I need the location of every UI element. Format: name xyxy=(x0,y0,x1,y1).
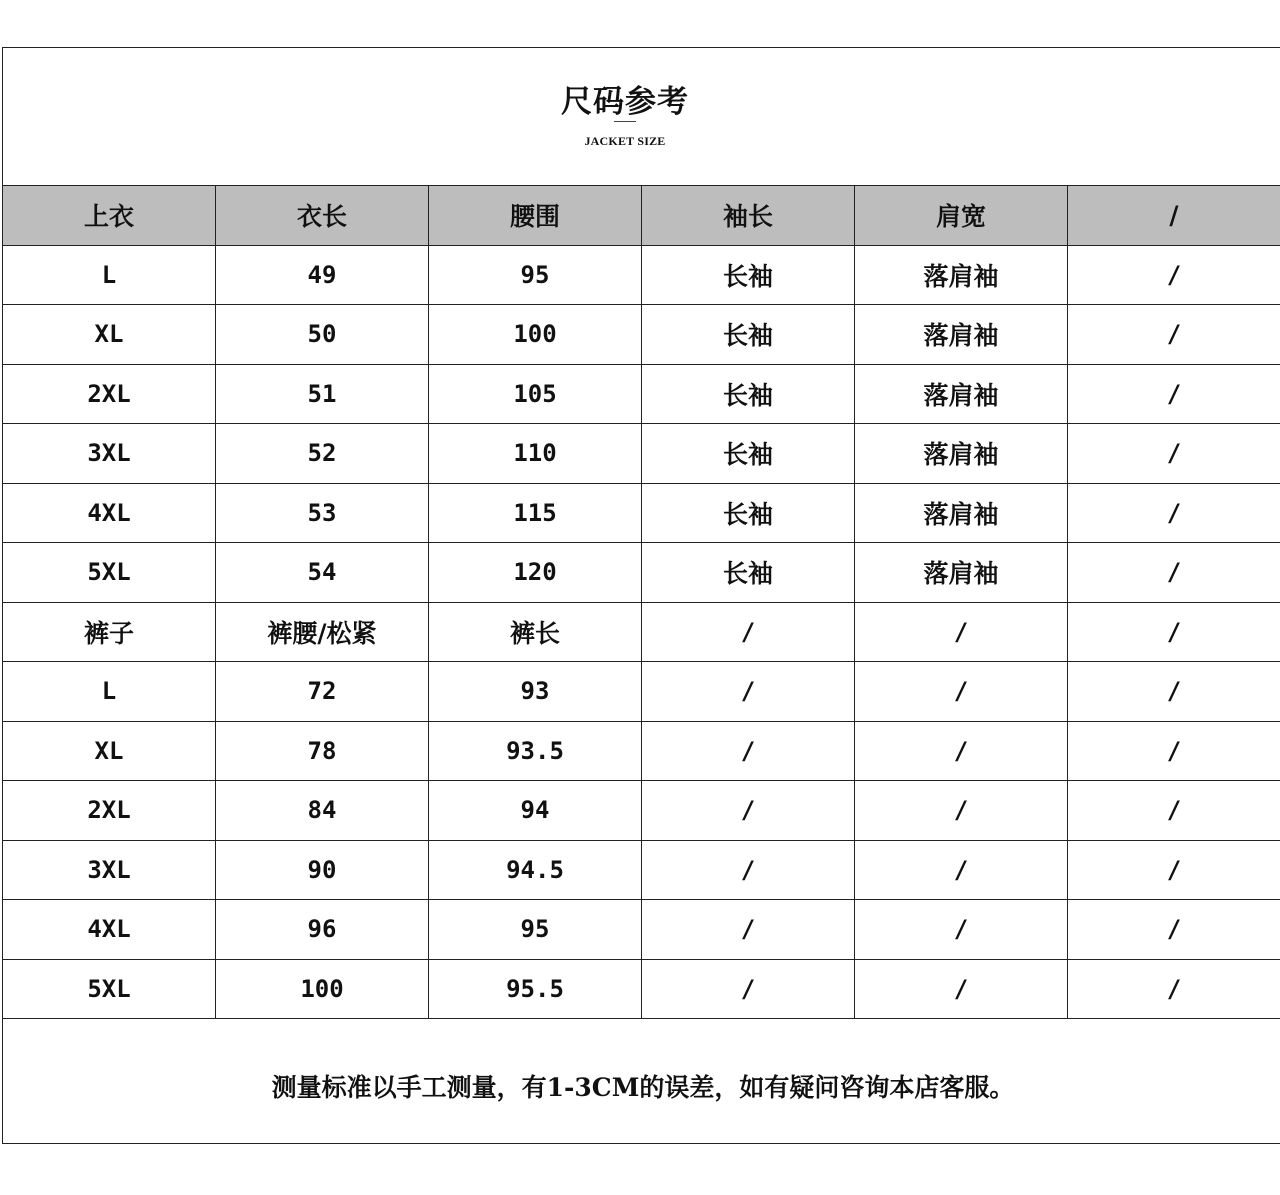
table-cell: 100 xyxy=(216,959,429,1019)
table-cell: / xyxy=(1068,781,1280,841)
table-cell: 110 xyxy=(429,424,642,484)
table-cell: 落肩袖 xyxy=(855,245,1068,305)
table-header-cell: 肩宽 xyxy=(855,186,1068,246)
table-cell: / xyxy=(1068,900,1280,960)
table-cell: 84 xyxy=(216,781,429,841)
table-cell: 长袖 xyxy=(642,424,855,484)
table-cell: / xyxy=(1068,483,1280,543)
table-cell: / xyxy=(855,900,1068,960)
table-cell: 长袖 xyxy=(642,543,855,603)
table-cell: / xyxy=(1068,424,1280,484)
table-row xyxy=(3,543,1280,603)
table-row xyxy=(3,424,1280,484)
table-cell: 51 xyxy=(216,364,429,424)
table-cell: / xyxy=(855,781,1068,841)
table-cell: 长袖 xyxy=(642,305,855,365)
table-row xyxy=(3,781,1280,841)
table-cell: / xyxy=(1068,840,1280,900)
table-cell: 长袖 xyxy=(642,364,855,424)
table-cell: 落肩袖 xyxy=(855,543,1068,603)
table-cell: 50 xyxy=(216,305,429,365)
table-header-row xyxy=(3,186,1280,246)
table-cell: / xyxy=(642,662,855,722)
table-cell: 94 xyxy=(429,781,642,841)
table-cell: / xyxy=(642,959,855,1019)
table-cell: / xyxy=(1068,305,1280,365)
table-header-cell: / xyxy=(1068,186,1280,246)
table-header-cell: 袖长 xyxy=(642,186,855,246)
table-cell: 长袖 xyxy=(642,245,855,305)
table-cell: 94.5 xyxy=(429,840,642,900)
table-cell: XL xyxy=(3,721,216,781)
table-row xyxy=(3,602,1280,662)
page-title: 尺码参考 xyxy=(561,84,689,120)
table-cell: 落肩袖 xyxy=(855,305,1068,365)
table-header-cell: 上衣 xyxy=(3,186,216,246)
table-cell: 95 xyxy=(429,900,642,960)
page-subtitle: JACKET SIZE xyxy=(584,134,666,148)
table-cell: 115 xyxy=(429,483,642,543)
size-table xyxy=(2,185,1280,1019)
table-cell: / xyxy=(1068,721,1280,781)
table-cell: 5XL xyxy=(3,543,216,603)
table-row xyxy=(3,662,1280,722)
table-cell: / xyxy=(855,840,1068,900)
table-cell: 72 xyxy=(216,662,429,722)
table-cell: 52 xyxy=(216,424,429,484)
table-cell: 100 xyxy=(429,305,642,365)
table-cell: / xyxy=(855,662,1068,722)
table-cell: 105 xyxy=(429,364,642,424)
table-cell: 4XL xyxy=(3,900,216,960)
table-row xyxy=(3,721,1280,781)
table-cell: / xyxy=(1068,959,1280,1019)
table-cell: 裤子 xyxy=(3,602,216,662)
table-cell: / xyxy=(642,781,855,841)
table-cell: / xyxy=(855,721,1068,781)
table-cell: L xyxy=(3,245,216,305)
table-row xyxy=(3,364,1280,424)
table-cell: / xyxy=(642,721,855,781)
table-row xyxy=(3,305,1280,365)
table-cell: 2XL xyxy=(3,364,216,424)
table-row xyxy=(3,245,1280,305)
table-cell: 落肩袖 xyxy=(855,483,1068,543)
table-cell: 120 xyxy=(429,543,642,603)
table-cell: 落肩袖 xyxy=(855,424,1068,484)
table-cell: 54 xyxy=(216,543,429,603)
table-cell: 裤长 xyxy=(429,602,642,662)
table-cell: 95 xyxy=(429,245,642,305)
table-header-cell: 衣长 xyxy=(216,186,429,246)
table-row xyxy=(3,900,1280,960)
table-cell: / xyxy=(642,900,855,960)
table-cell: 93 xyxy=(429,662,642,722)
table-cell: / xyxy=(855,959,1068,1019)
table-cell: 95.5 xyxy=(429,959,642,1019)
table-cell: 78 xyxy=(216,721,429,781)
title-divider xyxy=(614,121,636,122)
table-cell: / xyxy=(855,602,1068,662)
table-row xyxy=(3,959,1280,1019)
table-cell: 93.5 xyxy=(429,721,642,781)
table-cell: / xyxy=(1068,543,1280,603)
table-header-cell: 腰围 xyxy=(429,186,642,246)
table-cell: / xyxy=(1068,662,1280,722)
table-cell: / xyxy=(1068,245,1280,305)
size-chart xyxy=(2,47,1280,1144)
table-cell: 长袖 xyxy=(642,483,855,543)
table-cell: XL xyxy=(3,305,216,365)
table-cell: 96 xyxy=(216,900,429,960)
table-cell: 90 xyxy=(216,840,429,900)
measurement-note: 测量标准以手工测量，有1-3CM的误差，如有疑问咨询本店客服。 xyxy=(271,1073,1015,1102)
table-cell: 3XL xyxy=(3,840,216,900)
table-row xyxy=(3,483,1280,543)
table-cell: / xyxy=(1068,602,1280,662)
table-cell: / xyxy=(1068,364,1280,424)
table-cell: 53 xyxy=(216,483,429,543)
title-block xyxy=(3,48,1280,185)
table-cell: L xyxy=(3,662,216,722)
table-cell: / xyxy=(642,840,855,900)
table-cell: 落肩袖 xyxy=(855,364,1068,424)
table-row xyxy=(3,840,1280,900)
table-cell: 5XL xyxy=(3,959,216,1019)
table-cell: 3XL xyxy=(3,424,216,484)
table-cell: 2XL xyxy=(3,781,216,841)
table-cell: 裤腰/松紧 xyxy=(216,602,429,662)
table-cell: / xyxy=(642,602,855,662)
table-cell: 49 xyxy=(216,245,429,305)
table-cell: 4XL xyxy=(3,483,216,543)
